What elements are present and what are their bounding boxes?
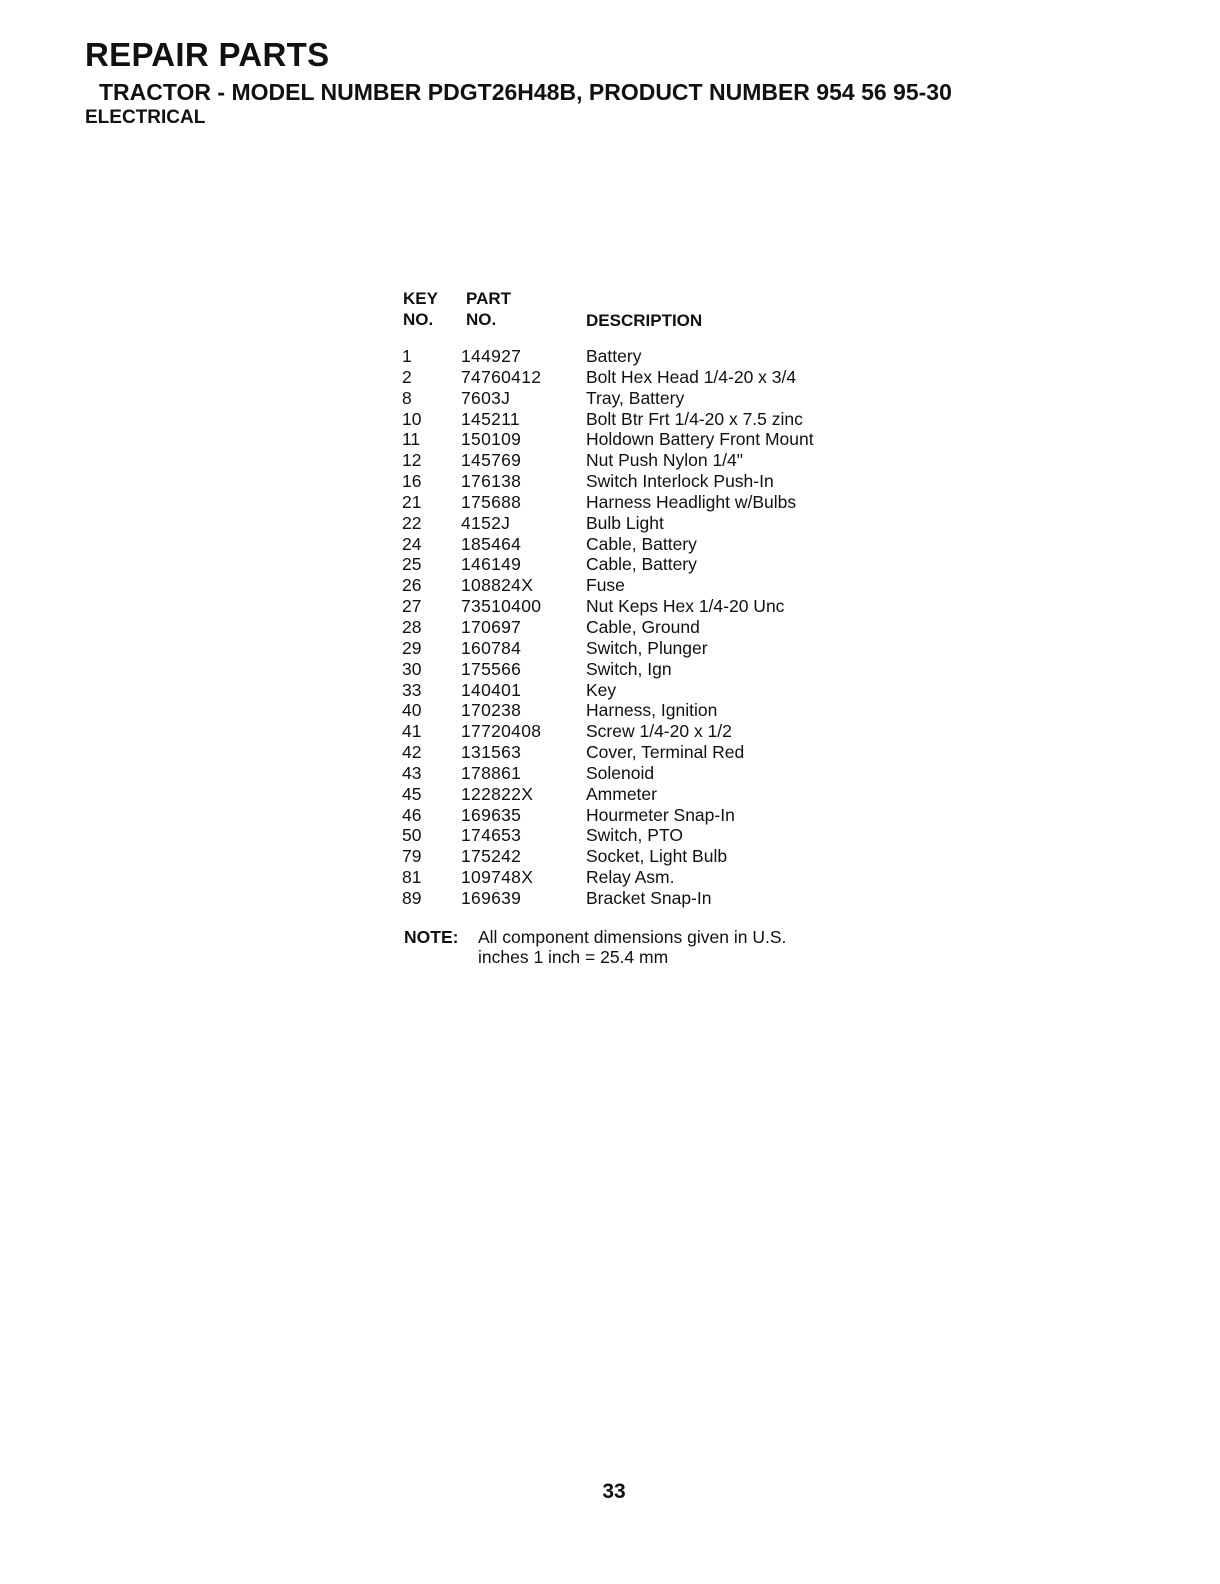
key-no-cell: 43 [402,762,422,783]
description-cell: Cable, Battery [586,533,697,554]
part-no-cell: 174653 [461,825,522,846]
description-cell: Cable, Battery [586,554,697,575]
description-cell: Harness, Ignition [586,700,718,721]
table-row [402,575,862,596]
part-no-cell: 170697 [461,616,522,637]
part-no-cell: 108824X [461,575,534,596]
model-subtitle: TRACTOR - MODEL NUMBER PDGT26H48B, PRODUCT NUMBER 954 56 95-30 [99,79,952,105]
key-no-cell: 27 [402,596,422,617]
description-cell: Solenoid [586,762,655,783]
table-row [402,617,862,638]
part-no-cell: 169639 [461,887,522,908]
part-no-cell: 175688 [461,491,522,512]
description-cell: Bolt Hex Head 1/4-20 x 3/4 [586,366,797,387]
part-no-cell: 73510400 [461,596,542,617]
page-header [85,36,1180,130]
table-row [402,888,862,909]
key-no-cell: 21 [402,491,422,512]
part-no-cell: 4152J [461,512,511,533]
table-row [402,471,862,492]
table-row [402,513,862,534]
key-no-cell: 8 [402,387,412,408]
part-no-cell: 7603J [461,387,511,408]
description-cell: Holdown Battery Front Mount [586,429,814,450]
key-no-cell: 50 [402,825,422,846]
key-no-header: KEY NO. [403,289,438,329]
key-no-cell: 40 [402,700,422,721]
table-row [402,721,862,742]
table-row [402,742,862,763]
key-no-cell: 79 [402,846,422,867]
description-cell: Cable, Ground [586,616,700,637]
table-row [402,846,862,867]
table-row [402,659,862,680]
part-no-cell: 146149 [461,554,522,575]
description-cell: Tray, Battery [586,387,685,408]
description-cell: Battery [586,346,642,366]
table-row [402,596,862,617]
key-no-cell: 11 [402,429,421,450]
key-no-cell: 29 [402,637,422,658]
part-no-cell: 150109 [461,429,522,450]
table-row [402,450,862,471]
key-no-cell: 81 [402,867,422,888]
key-no-cell: 33 [402,679,422,700]
key-no-cell: 10 [402,408,422,429]
key-no-cell: 42 [402,742,422,763]
part-no-cell: 170238 [461,700,522,721]
page-number: 33 [602,1480,626,1503]
key-no-cell: 45 [402,783,422,804]
description-cell: Ammeter [586,783,657,804]
description-cell: Harness Headlight w/Bulbs [586,491,797,512]
part-no-cell: 169635 [461,804,522,825]
description-cell: Switch Interlock Push-In [586,471,774,492]
description-cell: Switch, Ign [586,658,672,679]
table-row [402,534,862,555]
table-row [402,763,862,784]
key-no-cell: 25 [402,554,422,575]
key-no-cell: 16 [402,471,422,492]
part-no-cell: 17720408 [461,721,542,742]
description-cell: Bulb Light [586,512,664,533]
parts-list [402,288,862,967]
table-row [402,554,862,575]
table-row [402,388,862,409]
description-cell: Switch, PTO [586,825,683,846]
key-no-cell: 2 [402,366,412,387]
parts-table-body [402,346,862,909]
table-row [402,700,862,721]
key-no-cell: 1 [402,346,412,366]
part-no-cell: 185464 [461,533,522,554]
table-row [402,805,862,826]
key-no-cell: 89 [402,887,422,908]
key-no-cell: 46 [402,804,422,825]
part-no-cell: 109748X [461,867,534,888]
description-cell: Nut Push Nylon 1/4" [586,450,743,471]
description-header: DESCRIPTION [586,311,703,330]
part-no-cell: 176138 [461,471,522,492]
part-no-cell: 74760412 [461,366,542,387]
part-no-cell: 175566 [461,658,522,679]
table-row [402,492,862,513]
table-row [402,638,862,659]
parts-table-header [402,288,862,332]
part-no-cell: 144927 [461,346,522,366]
description-cell: Socket, Light Bulb [586,846,728,867]
description-cell: Bolt Btr Frt 1/4-20 x 7.5 zinc [586,408,803,429]
part-no-header: PART NO. [466,289,512,329]
key-no-cell: 12 [402,450,422,471]
description-cell: Fuse [586,575,625,596]
note-label: NOTE: [404,926,459,947]
table-row [402,409,862,430]
part-no-cell: 178861 [461,762,522,783]
table-row [402,867,862,888]
description-cell: Bracket Snap-In [586,887,712,908]
key-no-cell: 24 [402,533,422,554]
part-no-cell: 145769 [461,450,522,471]
key-no-cell: 22 [402,512,422,533]
table-row [402,367,862,388]
key-no-cell: 28 [402,616,422,637]
dimension-note [402,927,862,967]
section-title: ELECTRICAL [85,107,206,128]
description-cell: Nut Keps Hex 1/4-20 Unc [586,596,785,617]
description-cell: Hourmeter Snap-In [586,804,735,825]
table-row [402,680,862,701]
table-row [402,346,862,367]
table-row [402,825,862,846]
note-text: All component dimensions given in U.S. inches 1 inch = 25.4 mm [478,926,787,967]
part-no-cell: 160784 [461,637,522,658]
description-cell: Key [586,679,617,700]
page-title: REPAIR PARTS [85,36,330,73]
description-cell: Screw 1/4-20 x 1/2 [586,721,732,742]
part-no-cell: 122822X [461,783,534,804]
part-no-cell: 145211 [461,408,520,429]
key-no-cell: 41 [402,721,422,742]
description-cell: Switch, Plunger [586,637,708,658]
description-cell: Cover, Terminal Red [586,742,745,763]
table-row [402,784,862,805]
part-no-cell: 131563 [461,742,522,763]
key-no-cell: 30 [402,658,422,679]
key-no-cell: 26 [402,575,422,596]
table-row [402,429,862,450]
part-no-cell: 175242 [461,846,522,867]
description-cell: Relay Asm. [586,867,675,888]
part-no-cell: 140401 [461,679,522,700]
